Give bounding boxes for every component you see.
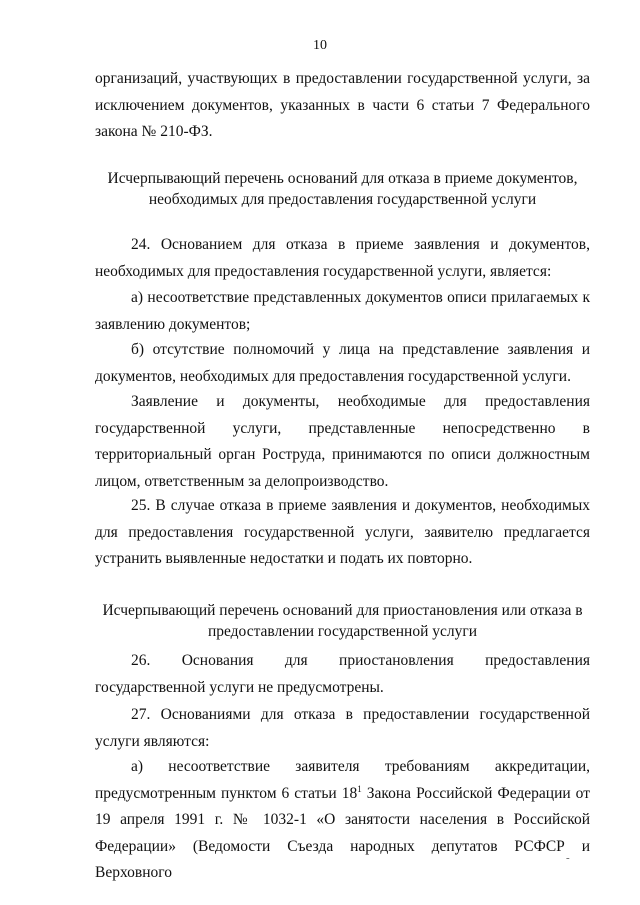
paragraph-27-a bbox=[95, 754, 590, 887]
paragraph-continuation: организаций, участвующих в предоставлении государственной услуги, за исключением документов, указанных в части 6 статьи 7 Федерального закона № 210-ФЗ. bbox=[95, 70, 590, 140]
paragraph-24-c: Заявление и документы, необходимые для предоставления государственной услуги, представленные непосредственно в территориальный орган Роструда, принимаются по описи должностным лицом, ответственным за делопроизводство. bbox=[95, 393, 590, 490]
scan-mark: - bbox=[566, 852, 570, 864]
paragraph-24: 24. Основанием для отказа в приеме заявления и документов, необходимых для предоставления государственной услуги, является: bbox=[95, 236, 590, 280]
paragraph-24-b: б) отсутствие полномочий у лица на представление заявления и документов, необходимых для предоставления государственной услуги. bbox=[95, 341, 590, 385]
paragraph-25: 25. В случае отказа в приеме заявления и документов, необходимых для предоставления государственной услуги, заявителю предлагается устранить выявленные недостатки и подать их повторно. bbox=[95, 497, 590, 567]
paragraph-27-a-start: а) несоответствие заявителя требованиям аккредитации, предусмотренным пунктом 6 статьи 18 bbox=[95, 758, 590, 802]
paragraph-24-a: а) несоответствие представленных документов описи прилагаемых к заявлению документов; bbox=[95, 289, 590, 333]
paragraph-27: 27. Основаниями для отказа в предоставлении государственной услуги являются: bbox=[95, 706, 590, 750]
paragraph-27-a-end: Закона Российской Федерации от 19 апреля 1991 г. № 1032-1 «О занятости населения в Российской Федерации» (Ведомости Съезда народных депутатов РСФСР и Верховного bbox=[95, 784, 590, 881]
page-number: 10 bbox=[313, 38, 327, 53]
section-heading-refusal-acceptance: Исчерпывающий перечень оснований для отказа в приеме документов, необходимых для предоставления государственной услуги bbox=[107, 170, 578, 208]
footnote-superscript: 1 bbox=[357, 783, 362, 794]
section-heading-suspension-refusal: Исчерпывающий перечень оснований для приостановления или отказа в предоставлении государственной услуги bbox=[102, 602, 583, 640]
paragraph-26: 26. Основания для приостановления предоставления государственной услуги не предусмотрены. bbox=[95, 652, 590, 696]
